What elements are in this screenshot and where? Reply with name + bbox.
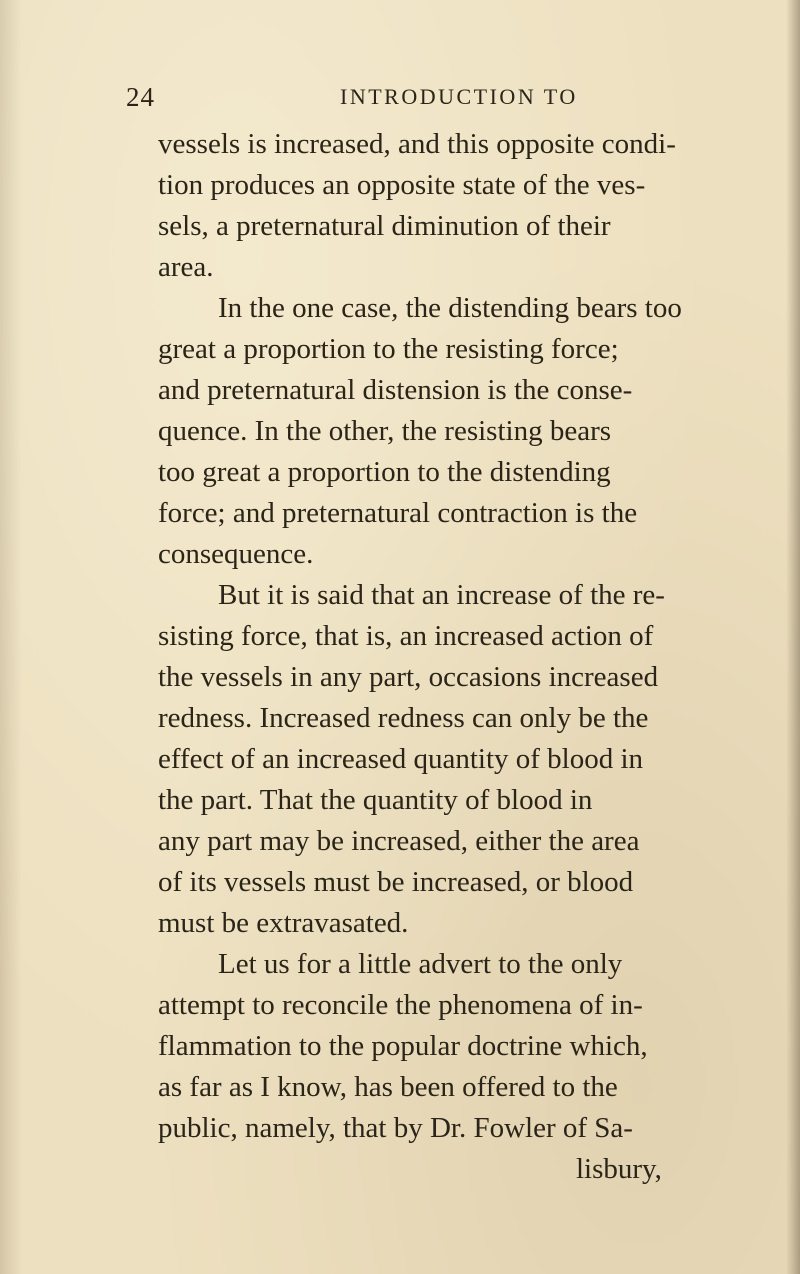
text-line: the vessels in any part, occasions increased — [158, 661, 659, 693]
text-line: vessels is increased, and this opposite condi- — [158, 128, 676, 160]
text-line: public, namely, that by Dr. Fowler of Sa- — [158, 1112, 633, 1144]
text-line: redness. Increased redness can only be the — [158, 702, 649, 734]
text-line: of its vessels must be increased, or blood — [158, 866, 634, 898]
text-line: sisting force, that is, an increased action of — [158, 620, 654, 652]
catchword: lisbury, — [576, 1153, 662, 1185]
text-line: sels, a preternatural diminution of their — [158, 210, 611, 242]
text-line-paragraph-start: In the one case, the distending bears too — [218, 292, 682, 324]
text-line: the part. That the quantity of blood in — [158, 784, 593, 816]
text-line: attempt to reconcile the phenomena of in- — [158, 989, 643, 1021]
text-line: as far as I know, has been offered to the — [158, 1071, 618, 1103]
text-line-paragraph-start: But it is said that an increase of the re- — [218, 579, 665, 611]
page-number: 24 — [126, 82, 155, 112]
text-line: any part may be increased, either the area — [158, 825, 640, 857]
running-head — [0, 82, 800, 118]
text-line: consequence. — [158, 538, 314, 570]
text-line: too great a proportion to the distending — [158, 456, 611, 488]
text-line: effect of an increased quantity of blood in — [158, 743, 644, 775]
text-line-paragraph-start: Let us for a little advert to the only — [218, 948, 623, 980]
text-line: area. — [158, 251, 214, 283]
text-line: flammation to the popular doctrine which, — [158, 1030, 648, 1062]
body-text — [158, 124, 798, 1190]
text-line: must be extravasated. — [158, 907, 409, 939]
text-line: and preternatural distension is the conse- — [158, 374, 633, 406]
text-line: force; and preternatural contraction is the — [158, 497, 638, 529]
text-line: tion produces an opposite state of the ves- — [158, 169, 646, 201]
text-line: great a proportion to the resisting force; — [158, 333, 619, 365]
text-line: quence. In the other, the resisting bears — [158, 415, 612, 447]
running-title: INTRODUCTION TO — [340, 84, 578, 109]
